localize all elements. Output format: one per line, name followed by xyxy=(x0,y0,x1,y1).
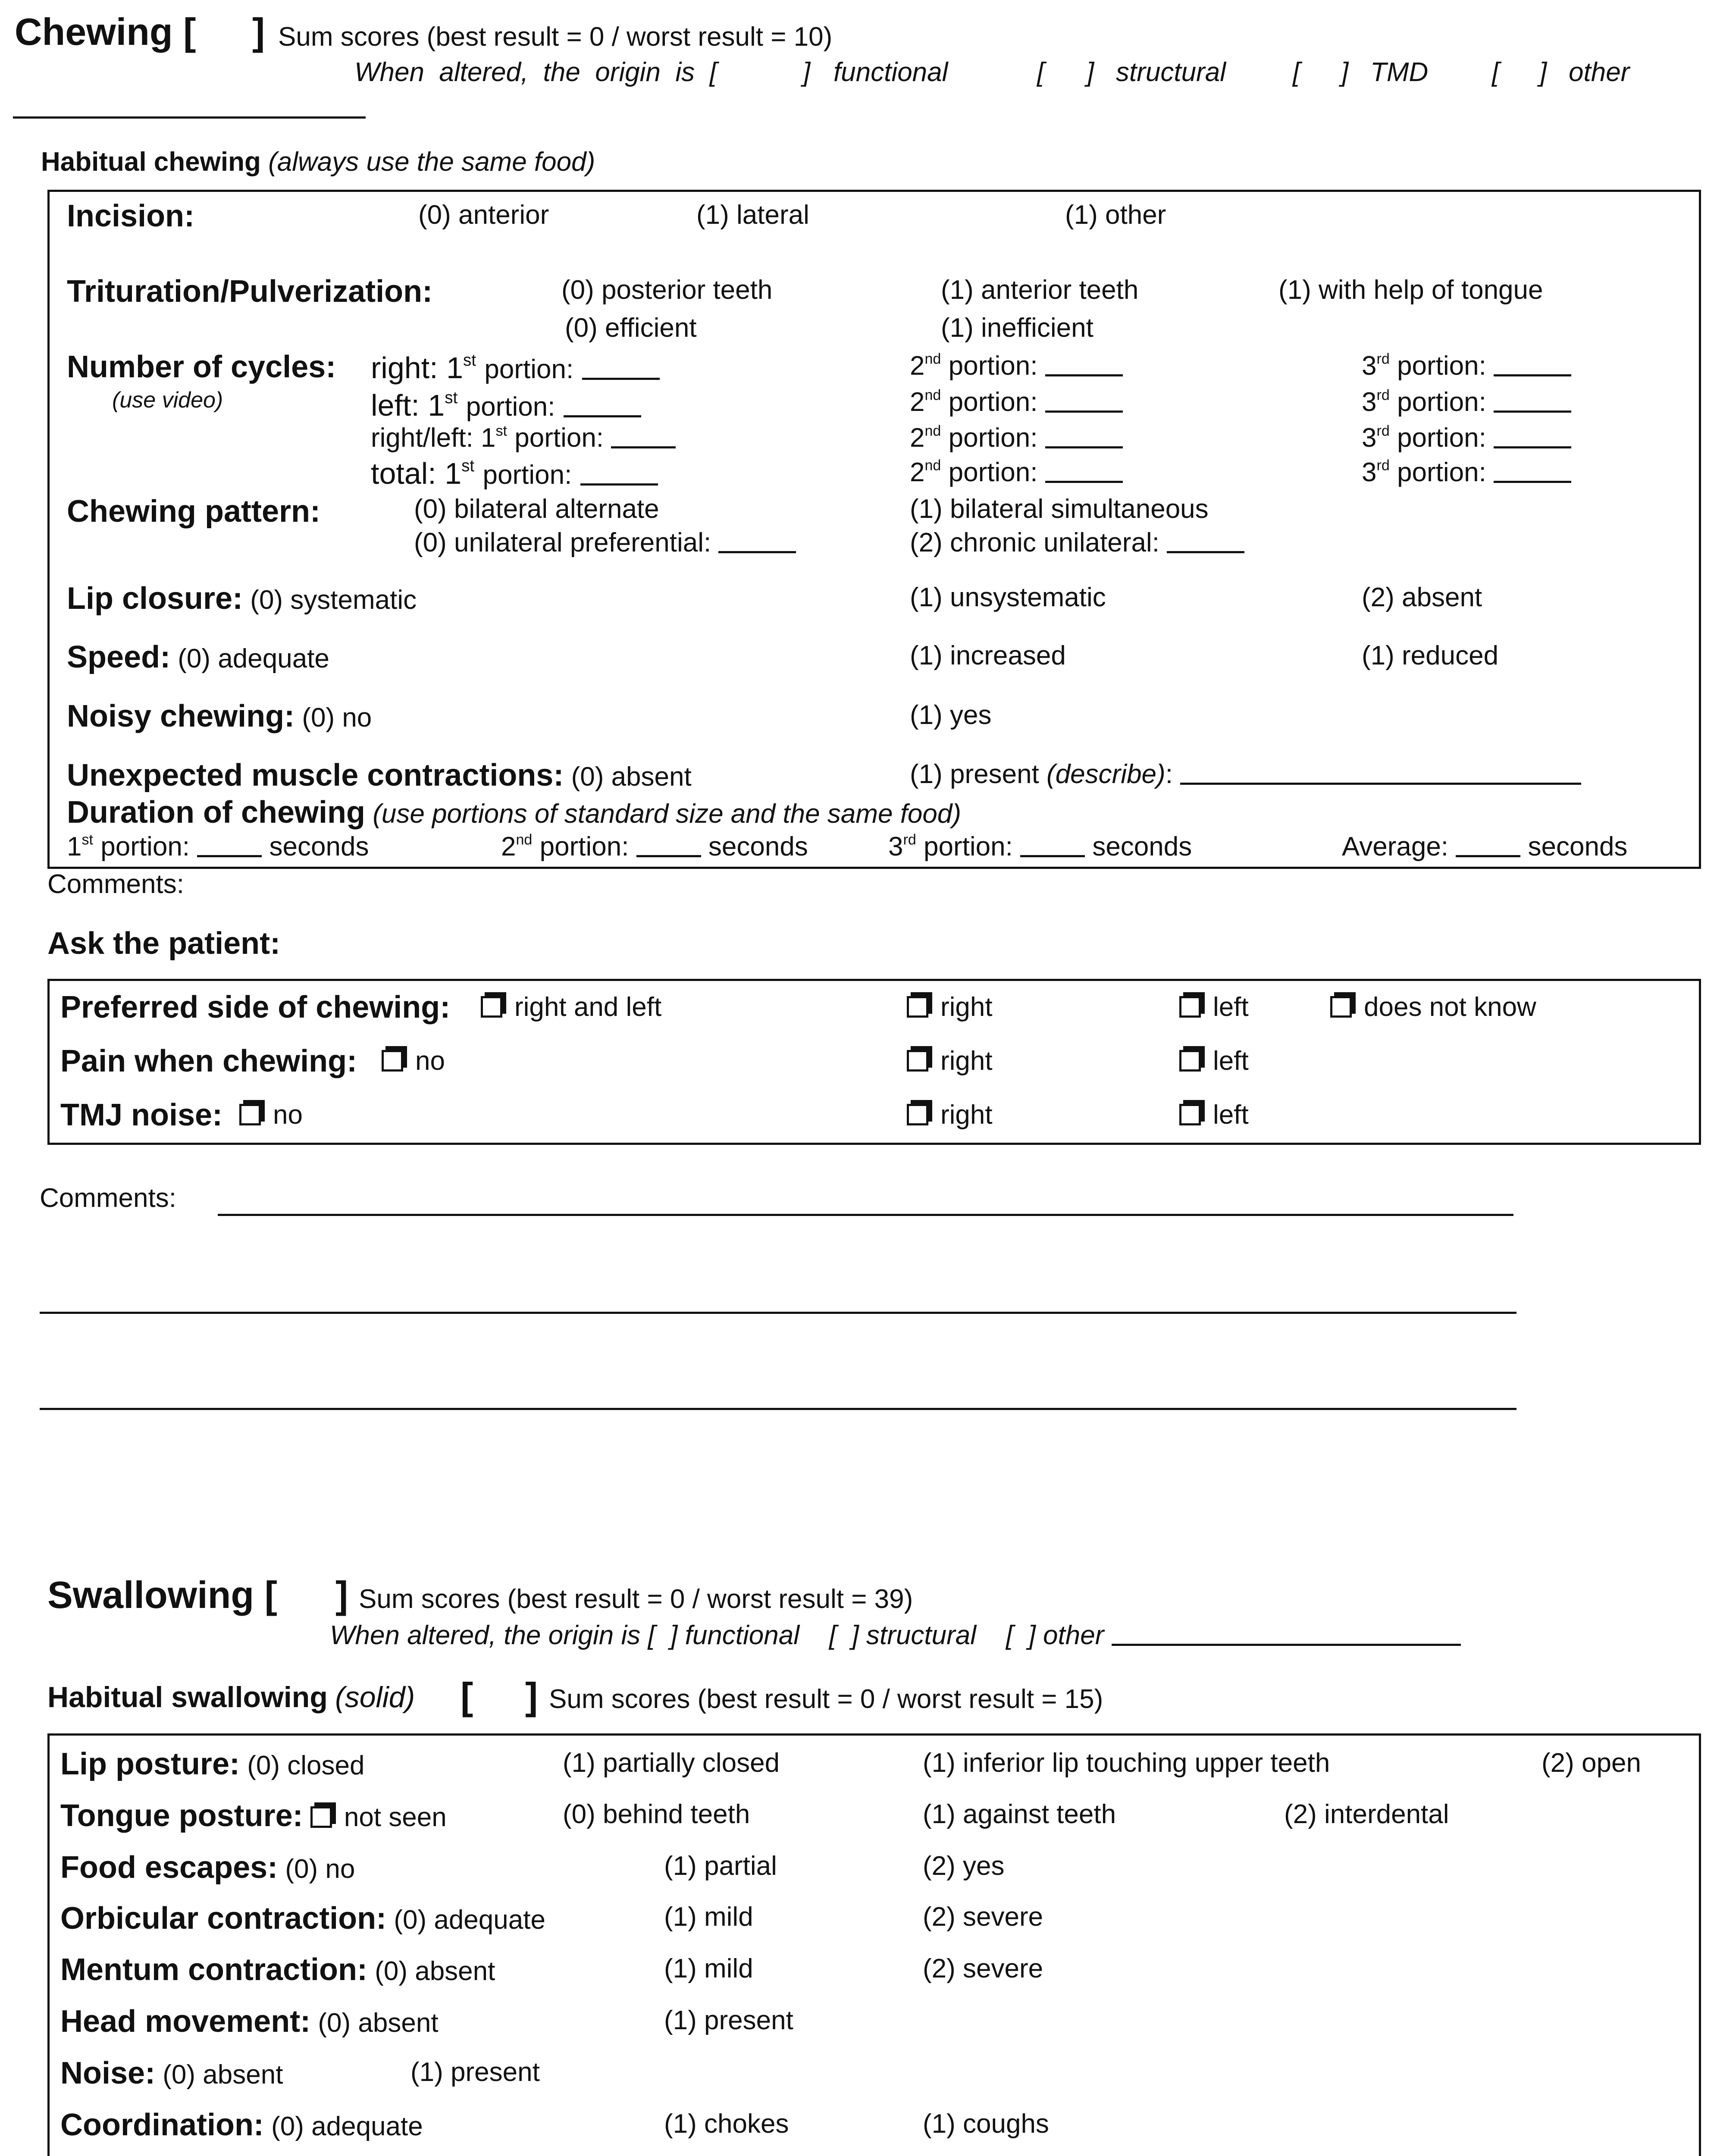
cycles-right-left-third: 3rd portion: xyxy=(1362,425,1571,451)
comments-line[interactable] xyxy=(40,1312,1516,1314)
speed-option[interactable]: (1) reduced xyxy=(1362,641,1499,671)
answer-blank[interactable] xyxy=(718,551,796,553)
lip-posture-row: Lip posture: (0) closed xyxy=(60,1747,365,1781)
noisy-chewing-row: Noisy chewing: (0) no xyxy=(67,699,372,733)
incision-option[interactable]: (1) lateral xyxy=(696,200,809,230)
chewing-origin-other[interactable]: other xyxy=(1569,57,1630,87)
chewing-origin-bracket: [ xyxy=(1037,57,1045,87)
trituration-option[interactable]: (0) posterior teeth xyxy=(561,275,773,305)
chewing-origin-prefix: When altered, the origin is [ xyxy=(354,57,717,87)
swallowing-origin[interactable]: When altered, the origin is [ ] functional [ ] structural [ ] other xyxy=(330,1622,1461,1649)
speed-row: Speed: (0) adequate xyxy=(67,640,329,674)
checkbox-icon[interactable] xyxy=(382,1050,403,1072)
answer-blank[interactable] xyxy=(1045,481,1123,483)
cycles-left-third: 3rd portion: xyxy=(1362,389,1571,416)
chewing-comments-label: Comments: xyxy=(47,869,184,899)
cycles-total-third: 3rd portion: xyxy=(1362,459,1571,486)
chewing-score-bracket-close: ] xyxy=(252,10,265,53)
answer-blank[interactable] xyxy=(1167,551,1244,553)
mentum-row: Mentum contraction: (0) absent xyxy=(60,1952,495,1987)
pattern-label: Chewing pattern: xyxy=(67,494,320,529)
lip-posture-option[interactable]: (2) open xyxy=(1542,1748,1641,1778)
habitual-swallowing-heading: Habitual swallowing (solid) xyxy=(47,1681,415,1714)
lip-posture-option[interactable]: (1) inferior lip touching upper teeth xyxy=(923,1748,1330,1778)
answer-blank[interactable] xyxy=(1045,411,1123,413)
checkbox-icon[interactable] xyxy=(310,1806,332,1828)
orbicular-option[interactable]: (2) severe xyxy=(923,1902,1043,1932)
swallowing-title: Swallowing [ xyxy=(47,1573,277,1616)
ask-comments-label: Comments: xyxy=(40,1183,176,1213)
preferred-side-option[interactable]: does not know xyxy=(1330,994,1536,1021)
preferred-side-option[interactable]: right and left xyxy=(481,994,661,1021)
duration-second-portion: 2nd portion: seconds xyxy=(501,831,808,862)
answer-blank[interactable] xyxy=(1494,411,1571,413)
answer-blank[interactable] xyxy=(1456,855,1520,857)
answer-blank[interactable] xyxy=(611,446,676,448)
trituration-option[interactable]: (1) inefficient xyxy=(941,313,1093,343)
head-movement-option[interactable]: (1) present xyxy=(664,2006,793,2035)
ask-patient-heading: Ask the patient: xyxy=(47,926,281,961)
chewing-origin-bracket: [ xyxy=(1492,57,1500,87)
chewing-origin-bracket: ] xyxy=(1341,57,1349,87)
duration-average: Average: seconds xyxy=(1342,832,1628,862)
chewing-origin-functional[interactable]: functional xyxy=(833,57,948,87)
checkbox-icon[interactable] xyxy=(481,996,502,1018)
cycles-right-third: 3rd portion: xyxy=(1362,353,1571,379)
coordination-row: Coordination: (0) adequate xyxy=(60,2108,423,2142)
lip-closure-row: Lip closure: (0) systematic xyxy=(67,581,417,616)
comments-line[interactable] xyxy=(218,1214,1513,1216)
noisy-option[interactable]: (1) yes xyxy=(910,700,992,730)
tmj-noise-option[interactable]: no xyxy=(239,1102,303,1128)
answer-blank[interactable] xyxy=(1020,855,1085,857)
pain-option[interactable]: no xyxy=(382,1048,445,1075)
cycles-total-first: total: 1st portion: xyxy=(371,458,658,489)
chewing-origin-structural[interactable]: structural xyxy=(1116,57,1226,87)
chewing-origin-bracket: ] xyxy=(1539,57,1547,87)
habitual-score-bracket: ] xyxy=(525,1675,538,1717)
preferred-side-option[interactable]: right xyxy=(907,994,993,1021)
checkbox-icon[interactable] xyxy=(907,1104,928,1125)
unexpected-option[interactable]: (1) present (describe): xyxy=(910,761,1581,788)
answer-blank[interactable] xyxy=(582,378,660,380)
lip-closure-option[interactable]: (2) absent xyxy=(1362,583,1482,612)
swallowing-box xyxy=(47,1733,1701,2156)
tmj-noise-option[interactable]: left xyxy=(1179,1102,1249,1128)
incision-option[interactable]: (0) anterior xyxy=(418,200,549,230)
trituration-option[interactable]: (1) anterior teeth xyxy=(941,275,1139,305)
orbicular-option[interactable]: (1) mild xyxy=(664,1902,753,1932)
orbicular-row: Orbicular contraction: (0) adequate xyxy=(60,1901,545,1936)
incision-label: Incision: xyxy=(67,199,195,233)
lip-posture-option[interactable]: (1) partially closed xyxy=(563,1748,780,1778)
pattern-option[interactable]: (1) bilateral simultaneous xyxy=(910,494,1209,524)
chewing-origin-bracket: ] xyxy=(803,57,811,87)
lip-closure-option[interactable]: (1) unsystematic xyxy=(910,583,1106,612)
trituration-label: Trituration/Pulverization: xyxy=(67,274,433,309)
comments-line[interactable] xyxy=(40,1408,1516,1410)
incision-option[interactable]: (1) other xyxy=(1065,200,1166,230)
cycles-right-second: 2nd portion: xyxy=(910,353,1123,379)
pain-label: Pain when chewing: xyxy=(60,1044,357,1078)
tongue-posture-option[interactable]: (0) behind teeth xyxy=(563,1799,750,1829)
habitual-chewing-heading: Habitual chewing (always use the same food) xyxy=(41,147,595,177)
checkbox-icon[interactable] xyxy=(1179,996,1201,1018)
checkbox-icon[interactable] xyxy=(1179,1104,1201,1125)
food-escapes-row: Food escapes: (0) no xyxy=(60,1850,355,1885)
answer-blank[interactable] xyxy=(1180,783,1581,785)
tongue-posture-option[interactable]: (2) interdental xyxy=(1284,1799,1449,1829)
answer-blank[interactable] xyxy=(636,855,701,857)
preferred-side-option[interactable]: left xyxy=(1179,994,1249,1021)
trituration-option[interactable]: (1) with help of tongue xyxy=(1278,275,1543,305)
cycles-note: (use video) xyxy=(112,388,223,413)
duration-first-portion: 1st portion: seconds xyxy=(67,831,369,862)
answer-blank[interactable] xyxy=(1045,446,1123,448)
duration-third-portion: 3rd portion: seconds xyxy=(888,831,1192,862)
answer-blank[interactable] xyxy=(1494,481,1571,483)
tmj-noise-label: TMJ noise: xyxy=(60,1098,223,1132)
chewing-title: Chewing [ xyxy=(15,10,196,53)
tmj-noise-option[interactable]: right xyxy=(907,1102,993,1128)
answer-blank[interactable] xyxy=(1494,446,1571,448)
noise-option[interactable]: (1) present xyxy=(410,2057,540,2087)
chewing-sum-scores: Sum scores (best result = 0 / worst result = 10) xyxy=(278,22,833,52)
food-escapes-option[interactable]: (2) yes xyxy=(923,1851,1005,1881)
cycles-left-first: left: 1st portion: xyxy=(371,390,641,420)
coordination-option[interactable]: (1) chokes xyxy=(664,2109,789,2139)
unexpected-contractions-row: Unexpected muscle contractions: (0) absent xyxy=(67,758,692,793)
cycles-label: Number of cycles: xyxy=(67,350,336,384)
pain-option[interactable]: left xyxy=(1179,1048,1249,1075)
swallowing-score-bracket-close: ] xyxy=(335,1573,348,1616)
cycles-total-second: 2nd portion: xyxy=(910,459,1123,486)
mentum-option[interactable]: (1) mild xyxy=(664,1954,753,1984)
trituration-option[interactable]: (0) efficient xyxy=(565,313,697,343)
speed-option[interactable]: (1) increased xyxy=(910,641,1066,671)
answer-blank[interactable] xyxy=(564,415,641,417)
duration-heading: Duration of chewing (use portions of standard size and the same food) xyxy=(67,795,962,830)
tongue-posture-option[interactable]: (1) against teeth xyxy=(923,1799,1116,1829)
pattern-option[interactable]: (0) unilateral preferential: xyxy=(414,530,796,556)
answer-blank[interactable] xyxy=(580,483,658,486)
cycles-left-second: 2nd portion: xyxy=(910,389,1123,416)
checkbox-icon[interactable] xyxy=(907,996,928,1018)
noise-row: Noise: (0) absent xyxy=(60,2056,283,2090)
chewing-origin-other-line[interactable] xyxy=(13,116,366,119)
cycles-right-left-second: 2nd portion: xyxy=(910,425,1123,451)
preferred-side-label: Preferred side of chewing: xyxy=(60,990,451,1025)
chewing-origin-tmd[interactable]: TMD xyxy=(1370,57,1429,87)
cycles-right-first: right: 1st portion: xyxy=(371,353,660,383)
cycles-right-left-first: right/left: 1st portion: xyxy=(371,425,676,451)
pattern-option[interactable]: (0) bilateral alternate xyxy=(414,494,659,524)
chewing-origin-bracket: [ xyxy=(1293,57,1300,87)
tongue-posture-row: Tongue posture: not seen xyxy=(60,1799,447,1833)
answer-blank[interactable] xyxy=(197,855,262,857)
checkbox-icon[interactable] xyxy=(1330,996,1352,1018)
pain-option[interactable]: right xyxy=(907,1048,993,1075)
answer-blank[interactable] xyxy=(1112,1644,1461,1646)
food-escapes-option[interactable]: (1) partial xyxy=(664,1851,777,1881)
checkbox-icon[interactable] xyxy=(1179,1050,1201,1072)
habitual-sum-scores: Sum scores (best result = 0 / worst result = 15) xyxy=(549,1684,1103,1714)
checkbox-icon[interactable] xyxy=(239,1104,261,1125)
answer-blank[interactable] xyxy=(1494,374,1571,376)
checkbox-icon[interactable] xyxy=(907,1050,928,1072)
head-movement-row: Head movement: (0) absent xyxy=(60,2004,439,2039)
coordination-option[interactable]: (1) coughs xyxy=(923,2109,1049,2139)
habitual-score-bracket: [ xyxy=(461,1675,473,1717)
mentum-option[interactable]: (2) severe xyxy=(923,1954,1043,1984)
swallowing-sum-scores: Sum scores (best result = 0 / worst result = 39) xyxy=(359,1584,913,1614)
chewing-origin-bracket: ] xyxy=(1087,57,1094,87)
pattern-option[interactable]: (2) chronic unilateral: xyxy=(910,530,1244,556)
answer-blank[interactable] xyxy=(1045,374,1123,376)
